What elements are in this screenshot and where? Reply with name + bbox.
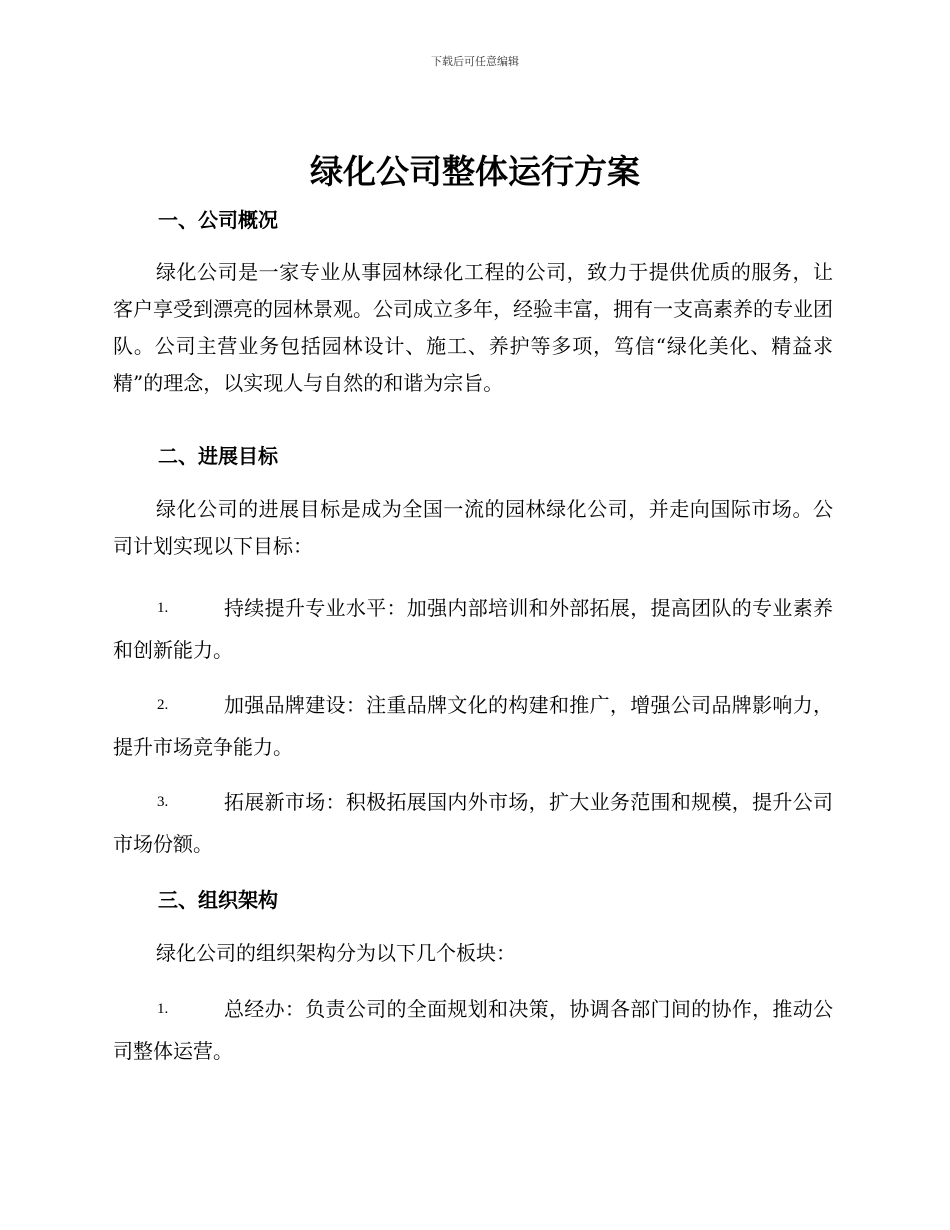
list-item	[113, 684, 833, 768]
list-item-text: 持续提升专业水平：加强内部培训和外部拓展，提高团队的专业素养和创新能力。	[113, 596, 833, 662]
document-title: 绿化公司整体运行方案	[310, 152, 640, 191]
section-heading-overview: 一、公司概况	[158, 208, 278, 232]
header-note: 下载后可任意编辑	[431, 55, 519, 68]
list-item	[113, 781, 833, 865]
section-heading-goals: 二、进展目标	[158, 444, 278, 468]
list-item-text: 加强品牌建设：注重品牌文化的构建和推广，增强公司品牌影响力，提升市场竞争能力。	[113, 693, 833, 759]
section-paragraph-goals: 绿化公司的进展目标是成为全国一流的园林绿化公司，并走向国际市场。公司计划实现以下目标：	[113, 497, 833, 558]
list-item	[113, 587, 833, 671]
list-item-number: 2.	[157, 697, 169, 713]
list-item	[113, 988, 833, 1072]
section-heading-organization: 三、组织架构	[158, 888, 278, 912]
section-paragraph-overview: 绿化公司是一家专业从事园林绿化工程的公司，致力于提供优质的服务，让客户享受到漂亮的园林景观。公司成立多年，经验丰富，拥有一支高素养的专业团队。公司主营业务包括园林设计、施工、养护等多项，笃信“绿化美化、精益求精”的理念，以实现人与自然的和谐为宗旨。	[113, 260, 833, 395]
section-paragraph-organization: 绿化公司的组织架构分为以下几个板块：	[156, 941, 516, 965]
list-item-number: 1.	[157, 1001, 169, 1017]
list-item-number: 1.	[157, 600, 169, 616]
list-item-number: 3.	[157, 794, 169, 810]
list-item-text: 总经办：负责公司的全面规划和决策，协调各部门间的协作，推动公司整体运营。	[113, 997, 833, 1063]
list-item-text: 拓展新市场：积极拓展国内外市场，扩大业务范围和规模，提升公司市场份额。	[113, 790, 833, 856]
